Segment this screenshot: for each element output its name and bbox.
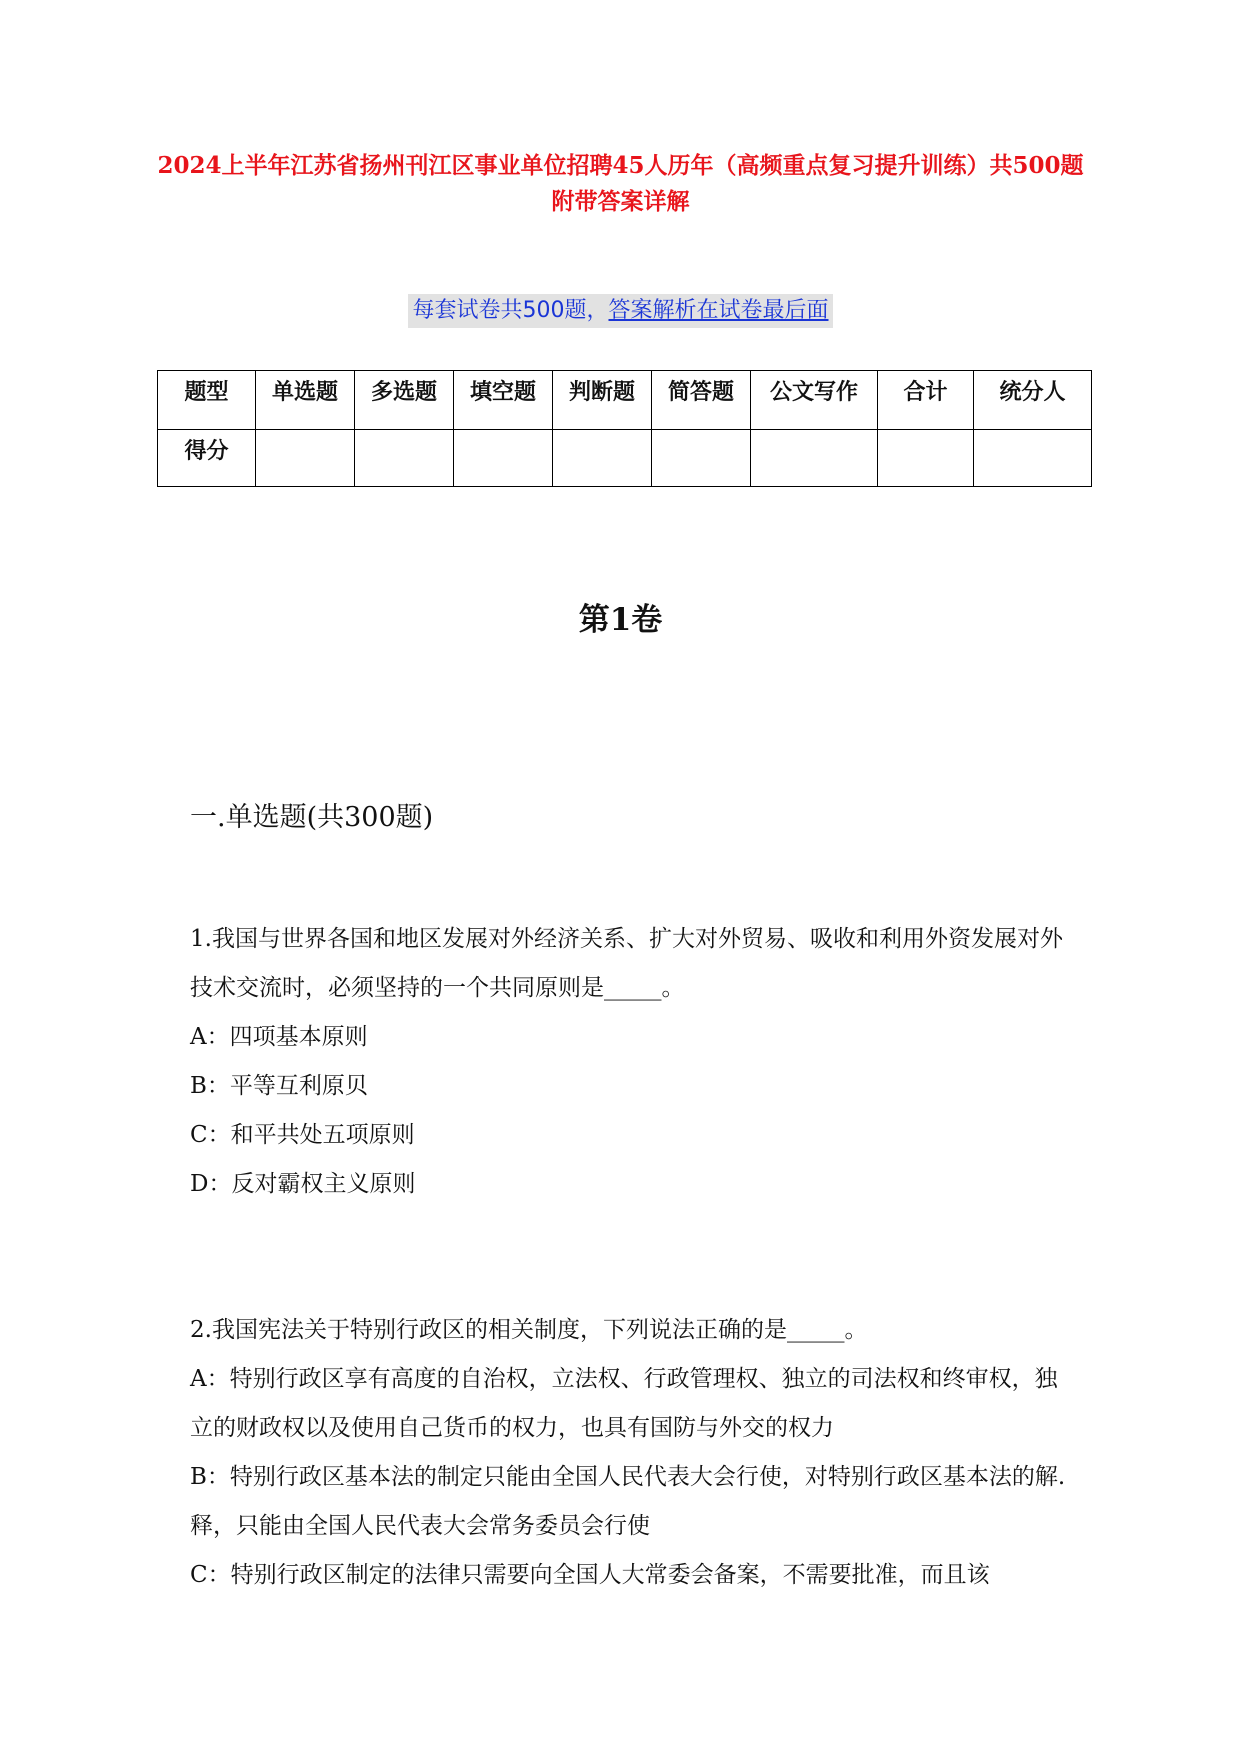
option-a: A：特别行政区享有高度的自治权，立法权、行政管理权、独立的司法权和终审权，独立的财政权以及使用自己货币的权力，也具有国防与外交的权力	[190, 1366, 1058, 1441]
score-cell	[355, 430, 454, 487]
header-cell-scorer: 统分人	[974, 371, 1092, 430]
option-c: C：特别行政区制定的法律只需要向全国人大常委会备案，不需要批准，而且该	[190, 1562, 990, 1588]
question-stem: 2.我国宪法关于特别行政区的相关制度，下列说法正确的是_____。	[190, 1317, 868, 1343]
header-cell-single: 单选题	[256, 371, 355, 430]
score-table-header-row	[158, 371, 1092, 430]
score-table-score-row	[158, 430, 1092, 487]
section-title: 一.单选题(共300题)	[190, 802, 434, 833]
header-cell-short: 简答题	[652, 371, 751, 430]
document-title: 2024上半年江苏省扬州刊江区事业单位招聘45人历年（高频重点复习提升训练）共500题附带答案详解	[157, 152, 1084, 215]
header-cell-fill: 填空题	[454, 371, 553, 430]
score-row-label: 得分	[158, 430, 256, 487]
question-2	[190, 1306, 1070, 1600]
question-stem: 1.我国与世界各国和地区发展对外经济关系、扩大对外贸易、吸收和利用外资发展对外技术交流时，必须坚持的一个共同原则是_____。	[190, 926, 1063, 1001]
score-table	[157, 370, 1092, 487]
header-cell-type: 题型	[158, 371, 256, 430]
volume-title: 第1卷	[578, 602, 663, 638]
header-cell-judge: 判断题	[553, 371, 652, 430]
score-cell	[553, 430, 652, 487]
subtitle-part1: 每套试卷共500题，	[412, 298, 609, 323]
score-cell	[256, 430, 355, 487]
subtitle-part2: 答案解析在试卷最后面	[608, 298, 829, 323]
option-a: A：四项基本原则	[190, 1024, 368, 1050]
option-d: D：反对霸权主义原则	[190, 1171, 416, 1197]
subtitle	[408, 294, 832, 328]
subtitle-wrap	[0, 294, 1241, 328]
score-cell	[751, 430, 878, 487]
score-cell	[878, 430, 974, 487]
option-c: C：和平共处五项原则	[190, 1122, 415, 1148]
header-cell-writing: 公文写作	[751, 371, 878, 430]
score-cell	[974, 430, 1092, 487]
score-cell	[652, 430, 751, 487]
option-b: B：特别行政区基本法的制定只能由全国人民代表大会行使，对特别行政区基本法的解.释，只能由全国人民代表大会常务委员会行使	[190, 1464, 1066, 1539]
score-cell	[454, 430, 553, 487]
option-b: B：平等互利原贝	[190, 1073, 368, 1099]
question-1	[190, 915, 1070, 1209]
header-cell-total: 合计	[878, 371, 974, 430]
header-cell-multi: 多选题	[355, 371, 454, 430]
